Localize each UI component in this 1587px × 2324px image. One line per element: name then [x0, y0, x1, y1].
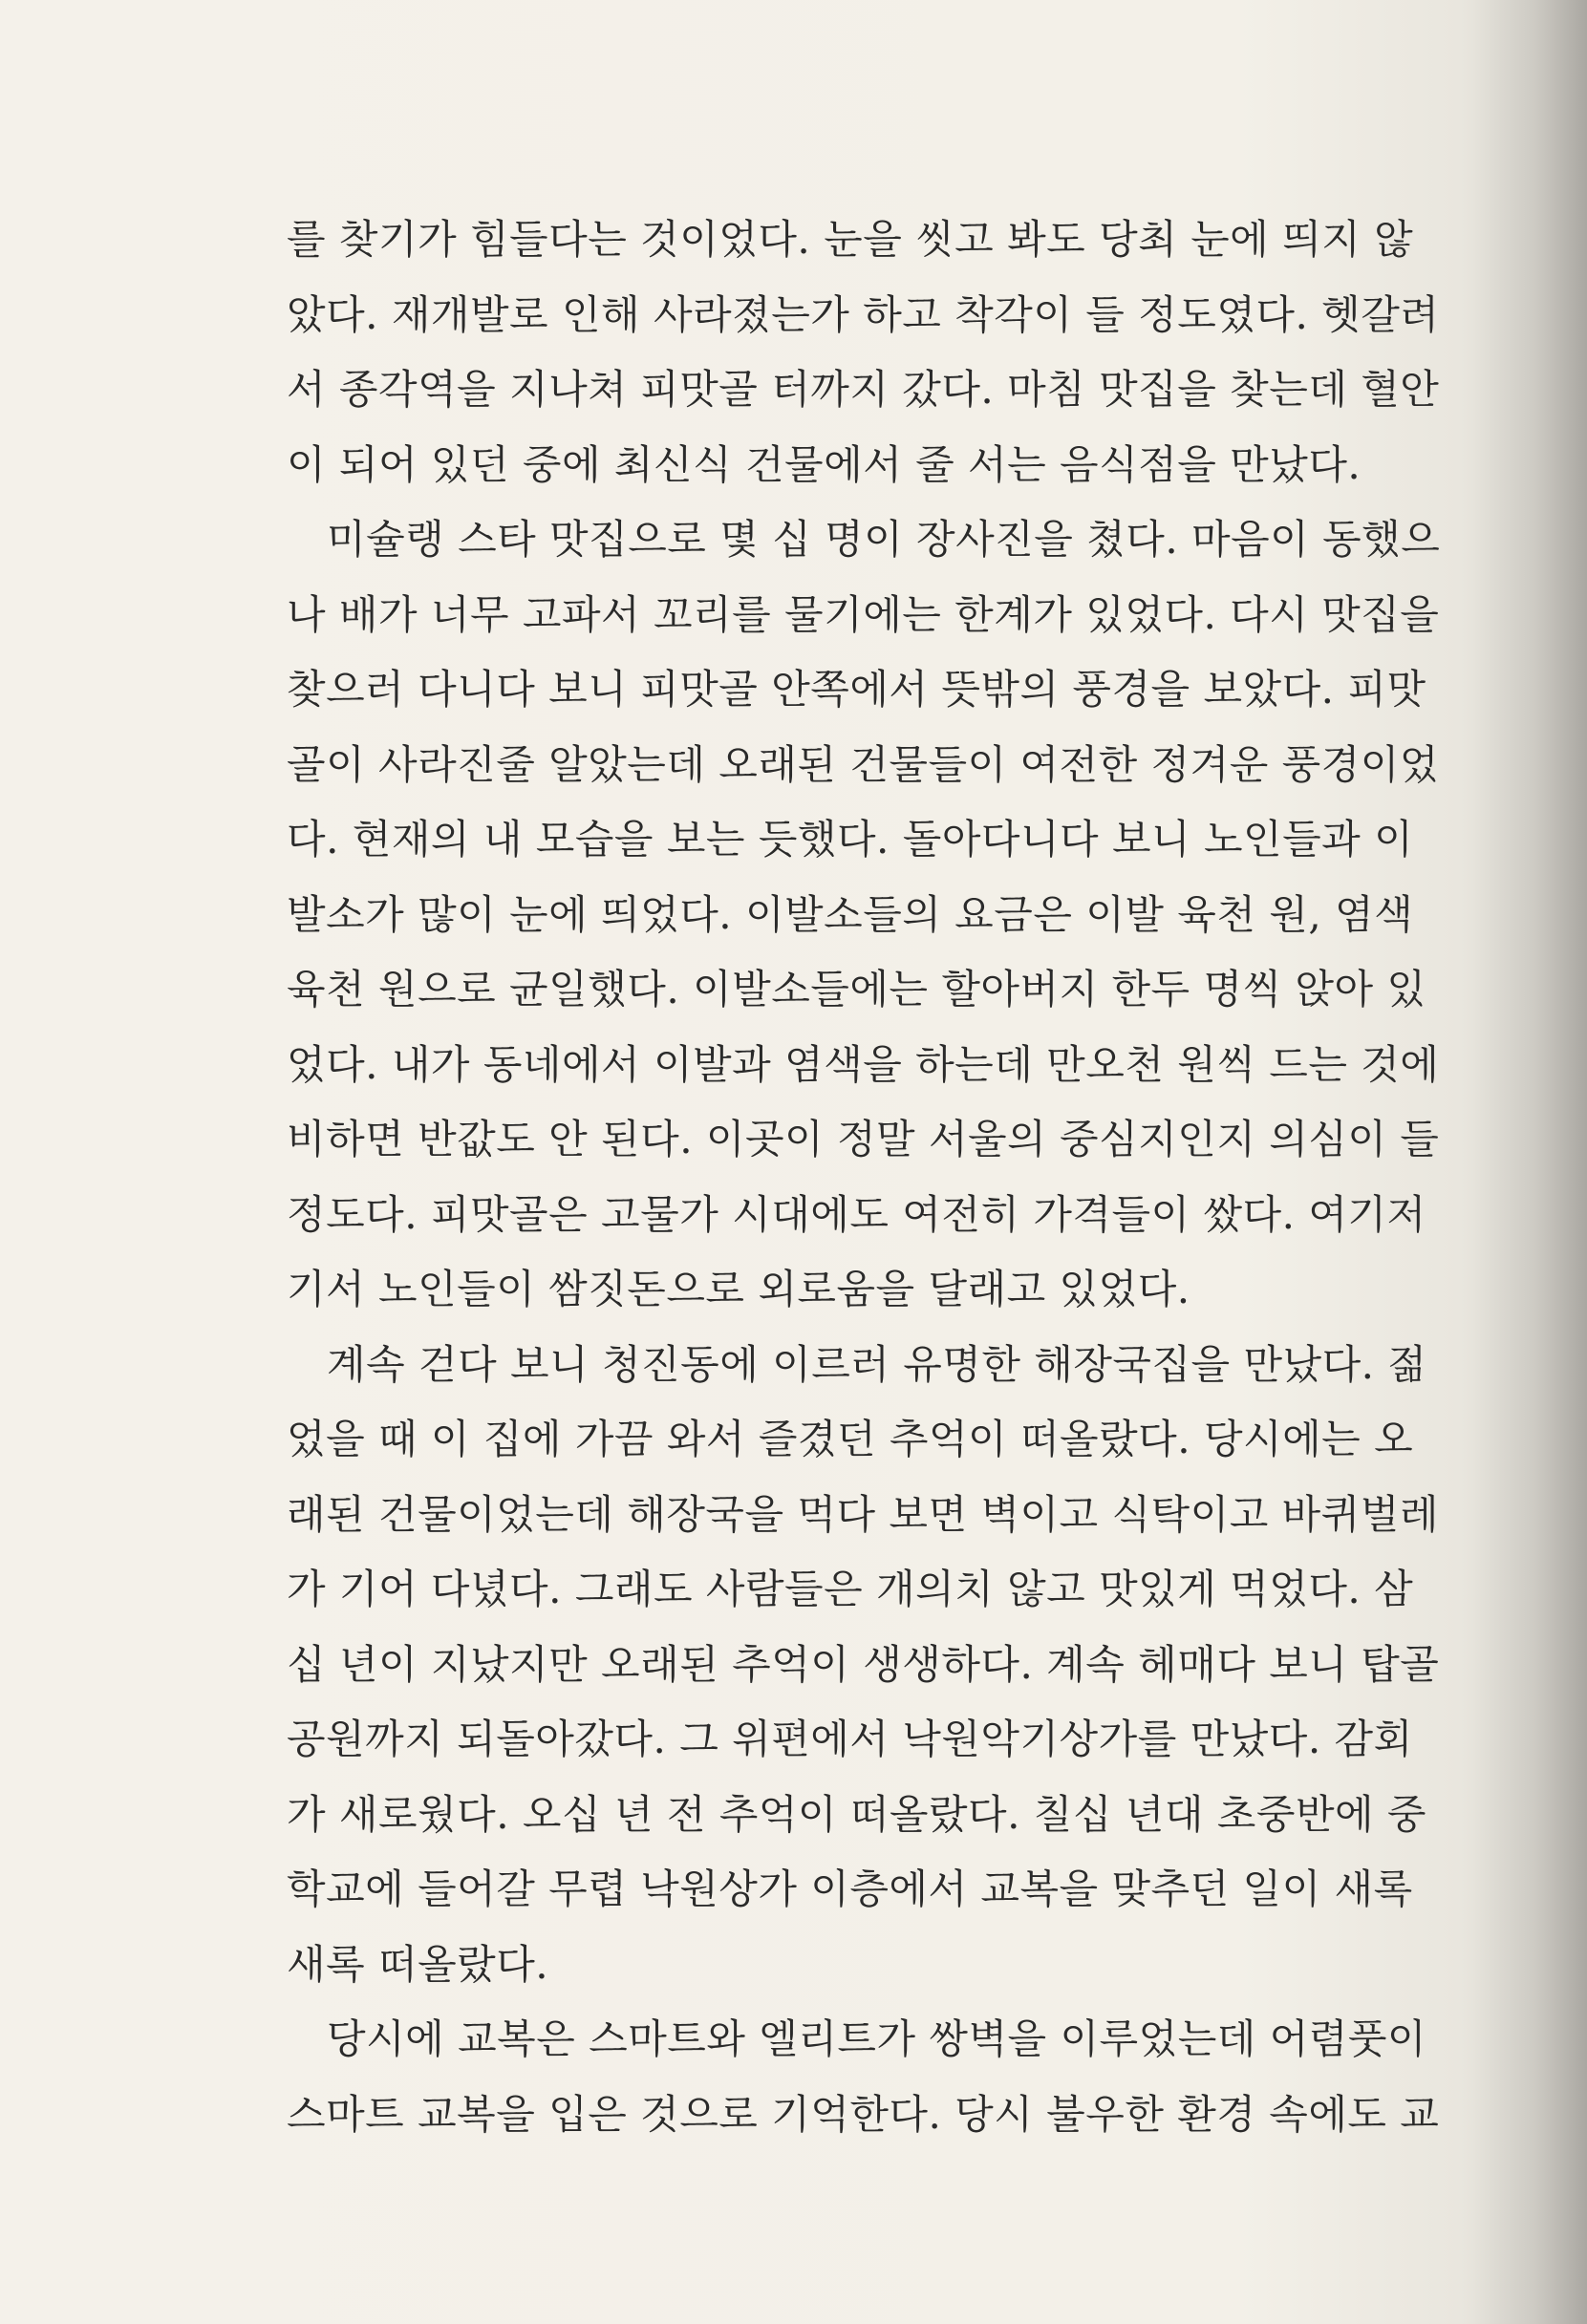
- text-line: 서 종각역을 지나쳐 피맛골 터까지 갔다. 마침 맛집을 찾는데 혈안: [287, 366, 1440, 413]
- text-line: 가 새로웠다. 오십 년 전 추억이 떠올랐다. 칠십 년대 초중반에 중: [287, 1790, 1427, 1838]
- text-line: 았다. 재개발로 인해 사라졌는가 하고 착각이 들 정도였다. 헷갈려: [287, 290, 1440, 338]
- text-line: 스마트 교복을 입은 것으로 기억한다. 당시 불우한 환경 속에도 교: [287, 2090, 1440, 2138]
- text-line: 십 년이 지났지만 오래된 추억이 생생하다. 계속 헤매다 보니 탑골: [287, 1640, 1440, 1688]
- text-line: 정도다. 피맛골은 고물가 시대에도 여전히 가격들이 쌌다. 여기저: [287, 1190, 1426, 1238]
- text-line: 나 배가 너무 고파서 꼬리를 물기에는 한계가 있었다. 다시 맛집을: [287, 590, 1440, 638]
- text-line: 당시에 교복은 스마트와 엘리트가 쌍벽을 이루었는데 어렴풋이: [327, 2015, 1426, 2062]
- text-line: 었을 때 이 집에 가끔 와서 즐겼던 추억이 떠올랐다. 당시에는 오: [287, 1416, 1414, 1462]
- text-line: 었다. 내가 동네에서 이발과 염색을 하는데 만오천 원씩 드는 것에: [287, 1040, 1440, 1088]
- text-line: 기서 노인들이 쌈짓돈으로 외로움을 달래고 있었다.: [287, 1266, 1190, 1312]
- text-line: 미슐랭 스타 맛집으로 몇 십 명이 장사진을 쳤다. 마음이 동했으: [327, 516, 1441, 563]
- text-line: 공원까지 되돌아갔다. 그 위편에서 낙원악기상가를 만났다. 감회: [287, 1716, 1413, 1762]
- text-line: 가 기어 다녔다. 그래도 사람들은 개의치 않고 맛있게 먹었다. 삼: [287, 1566, 1414, 1612]
- text-line: 비하면 반값도 안 된다. 이곳이 정말 서울의 중심지인지 의심이 들: [287, 1116, 1440, 1162]
- text-line: 를 찾기가 힘들다는 것이었다. 눈을 씻고 봐도 당최 눈에 띄지 않: [287, 216, 1414, 263]
- text-line: 발소가 많이 눈에 띄었다. 이발소들의 요금은 이발 육천 원, 염색: [287, 890, 1414, 938]
- text-line: 이 되어 있던 중에 최신식 건물에서 줄 서는 음식점을 만났다.: [287, 440, 1362, 488]
- text-line: 골이 사라진줄 알았는데 오래된 건물들이 여전한 정겨운 풍경이었: [287, 740, 1439, 788]
- text-line: 래된 건물이었는데 해장국을 먹다 보면 벽이고 식탁이고 바퀴벌레: [287, 1490, 1439, 1538]
- body-text: [287, 203, 1443, 2152]
- page-gutter-shadow: [1472, 0, 1587, 2324]
- text-line: 찾으러 다니다 보니 피맛골 안쪽에서 뜻밖의 풍경을 보았다. 피맛: [287, 666, 1426, 713]
- text-line: 계속 걷다 보니 청진동에 이르러 유명한 해장국집을 만났다. 젊: [327, 1340, 1427, 1388]
- text-line: 새록 떠올랐다.: [287, 1940, 549, 1988]
- text-line: 학교에 들어갈 무렵 낙원상가 이층에서 교복을 맞추던 일이 새록: [287, 1866, 1413, 1912]
- text-line: 육천 원으로 균일했다. 이발소들에는 할아버지 한두 명씩 앉아 있: [287, 966, 1426, 1013]
- text-line: 다. 현재의 내 모습을 보는 듯했다. 돌아다니다 보니 노인들과 이: [287, 816, 1414, 863]
